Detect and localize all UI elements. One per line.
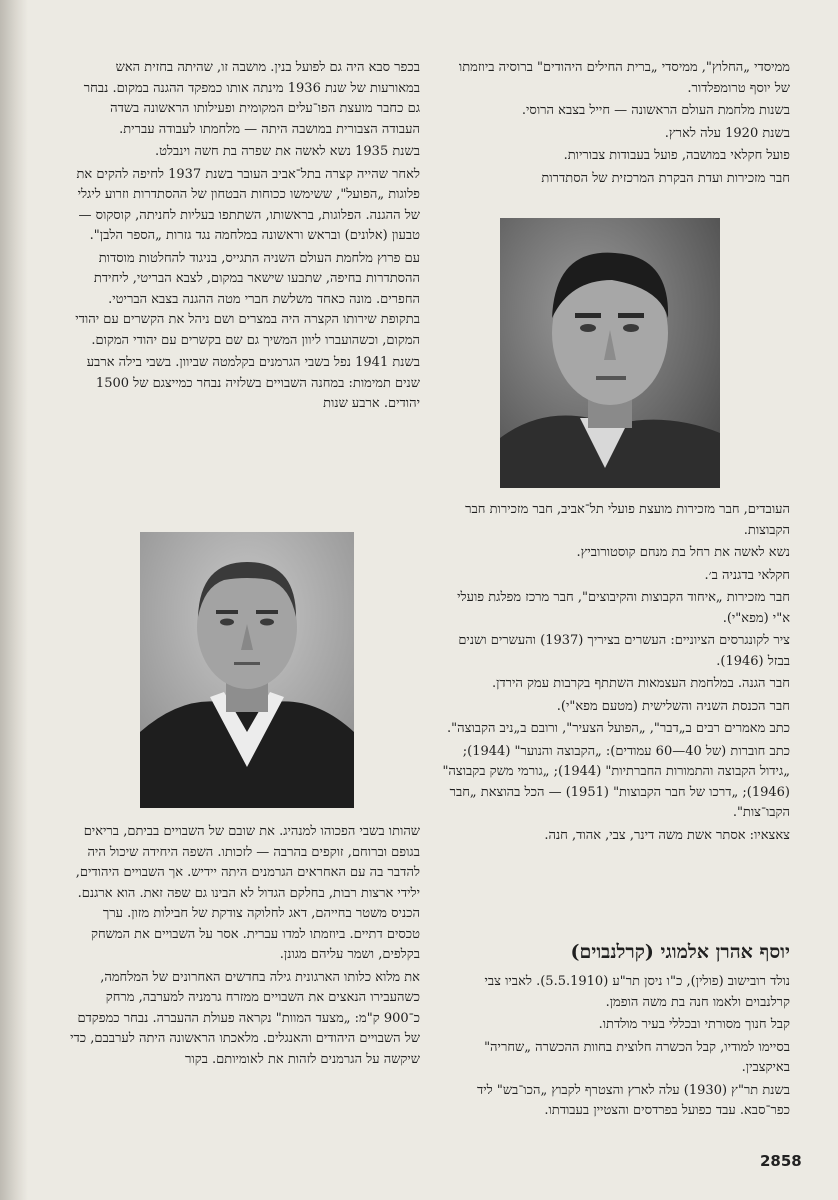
paragraph: כתב מאמרים רבים ב„דבר", „הפועל הצעיר", ורובם ב„ניב הקבוצה". bbox=[447, 721, 790, 736]
portrait-photo-older-man bbox=[500, 218, 720, 488]
paragraph: חבר מזכירות ועדת הבקרת המרכזית של הסתדרות bbox=[541, 170, 790, 186]
paragraph: חקלאי בדגניה ב׳. bbox=[704, 567, 790, 583]
paragraph: עם פרוץ מלחמת העולם השניה התגייס, בניגוד להחלטות מוסדות ההסתדרות בחיפה, שתבעו שישאר במקום, לצבא הבריטי, ליחידת החפרים. מונה כאחד משלשת חברי מטה ההגנה בצבא הבריטי. בתקופת שירותו הקצרה היה במצרים ושם ניהל את הקשרים עם יהודי המקום, וכשהועברו ליוון המשיך גם שם בקשרים עם יהודי המקום. bbox=[75, 250, 420, 348]
paragraph: בסיימו למודיו, קבל הכשרה חלוצית בחוות ההכשרה „שחריה" באיקצבין. bbox=[484, 1039, 790, 1075]
paragraph: בשנות מלחמת העולם הראשונה — חייל בצבא הרוסי. bbox=[521, 103, 790, 118]
page-gutter-shadow bbox=[0, 0, 28, 1200]
page-number: 2858 bbox=[760, 1152, 802, 1170]
right-column-middle-text bbox=[440, 500, 790, 848]
paragraph: חבר הכנסת השניה והשלישית (מטעם מפא"י). bbox=[556, 698, 790, 714]
paragraph: העובדים, חבר מזכירות מועצת פועלי תל־אביב, חבר מזכירות חבר הקבוצות. bbox=[465, 502, 790, 538]
paragraph: נולד רובישוב (פולין), כ"ו ניסן תר"ע (5.5.1910). לאביו צבי קרלנבוים ולאמו חנה בת משה הופמן. bbox=[484, 974, 790, 1010]
left-column-top-text bbox=[70, 58, 420, 417]
paragraph: בשנת תר"ץ (1930) עלה לארץ והצטרף לקבוץ „הכו־בש" ליד כפר־סבא. עבד כפועל בפרדסים והצטיין בעבודתו. bbox=[477, 1082, 790, 1118]
paragraph: את מלוא כלותו הארגונית גילה בחדשים האחרונים של המלחמה, כשהעבירו הנאצים את השבויים ממזרח גרמניה למערבה, מרחק כ־900 ק"מ: „מצעד המוות" נקראה פעולת ההעברה. נבחר כמפקדם של השבויים היהודים והאנגלים. מלאכתו הראשונה היתה לערבבם, כדי שיקשה על הגרמנים לזהות את לאומיותם. בקור bbox=[70, 969, 420, 1067]
paragraph: בכפר סבא היה גם לפועל בנין. מושבה זו, שהיתה בחזית האש במאורעות של שנת 1936 מינתה אותו כמפקד ההגנה במקום. נבחר גם כחבר מועצת הפו־עלים המקומית ופעילותו הראשונה בשדה העבודה הצבורית במושבה היתה — מלחמתו לעבודה עברית. bbox=[83, 60, 420, 137]
biography-heading: יוסף אהרן אלמוגי (קרלנבוים) bbox=[570, 941, 790, 963]
portrait-photo-almogi bbox=[140, 532, 354, 808]
paragraph: ציר לקונגרסים הציוניים: העשרים בציריך (1937) והעשרים ושנים בבזל (1946). bbox=[458, 633, 790, 669]
paragraph: בשנת 1941 נפל בשבי הגרמנים בקלמטה שביוון. בשבי בילה ארבע שנים תמימות: במחנה השבויים בשלזיה נבחר כמייצגם של 1500 יהודים. ארבע שנות bbox=[86, 355, 420, 411]
paragraph: נשא לאשה את רחל בת מנחם קוסטורוביץ. bbox=[576, 545, 790, 560]
right-column-top-text bbox=[440, 58, 790, 191]
left-column-bottom-text bbox=[70, 822, 420, 1072]
paragraph: שהותו בשבי הפכוהו למנהיג. את שובם של השבויים בביתם, בריאים בגופם וברוחם, זוקפים בהרבה — לזכותו. השפה היחידה שיכול היה להדבר בה עם האחראים הגרמנים היתה יידיש. אך השבויים היהודים, ילידי ארצות רבות, בחלקם הגדול לא הבינו גם שפה זאת. הוא ארגנם. הכניס משטר בחייהם, דאג לחלוקה צודקת של חבילות מזון. ערך טכסים דתיים. ביוזמתו למדו עברית. אסר על השבויים את המשחק בקלפים, ושמר עליהם מגונן. bbox=[75, 824, 420, 962]
paragraph: לאחר שהייה קצרה בתל־אביב העובר בשנת 1937 לחיפה להקים את פלוגות „הפועל", ששימשו ככוחות הבטחון של ההסתדרות וזרוע ליגלי של ההגנה. הפלוגות, בראשותו, השתתפו בעליות לחניתה, קוסקוס — טבעון (אלונים) ובראש וראשונה במלחמה נגד גזרות „הספר הלבן". bbox=[76, 166, 420, 243]
paragraph: בשנת 1935 נשא לאשה את שפרה בת חשה וינבלט. bbox=[154, 144, 420, 159]
paragraph: חבר הגנה. במלחמת העצמאות השתתף בקרבות עמק הירדן. bbox=[491, 676, 790, 691]
paragraph: חבר מזכירות „איחוד הקבוצות והקיבוצים", חבר מרכז מפלגת פועלי א"י (מפא"י). bbox=[457, 590, 790, 626]
right-column-biography bbox=[440, 938, 790, 1124]
paragraph: בשנת 1920 עלה לארץ. bbox=[664, 125, 790, 141]
paragraph: צאצאיו: אסתר אשת משה דינר, צבי, אהוד, חנה. bbox=[544, 827, 790, 843]
paragraph: ממיסדי „החלוץ", ממיסדי „ברית החילים היהודים" ברוסיה ביוזמתו של יוסף טרומפלדור. bbox=[458, 60, 790, 96]
paragraph: כתב חוברות (של 40—60 עמודים): „הקבוצה והנוער" (1944); „גידול הקבוצה והתמורות החברתיות" (1944); „גורמי משק בקבוצה" (1946); „דרכו של חבר הקבוצות" (1951) — הכל בהוצאת „חבר הקבו־צות". bbox=[442, 743, 790, 820]
paragraph: קבל חנוך מסורתי ובכללי בעיר מולדתו. bbox=[598, 1017, 790, 1032]
paragraph: פועל חקלאי במושבה, פועל בעבודות צבוריות. bbox=[563, 148, 790, 163]
